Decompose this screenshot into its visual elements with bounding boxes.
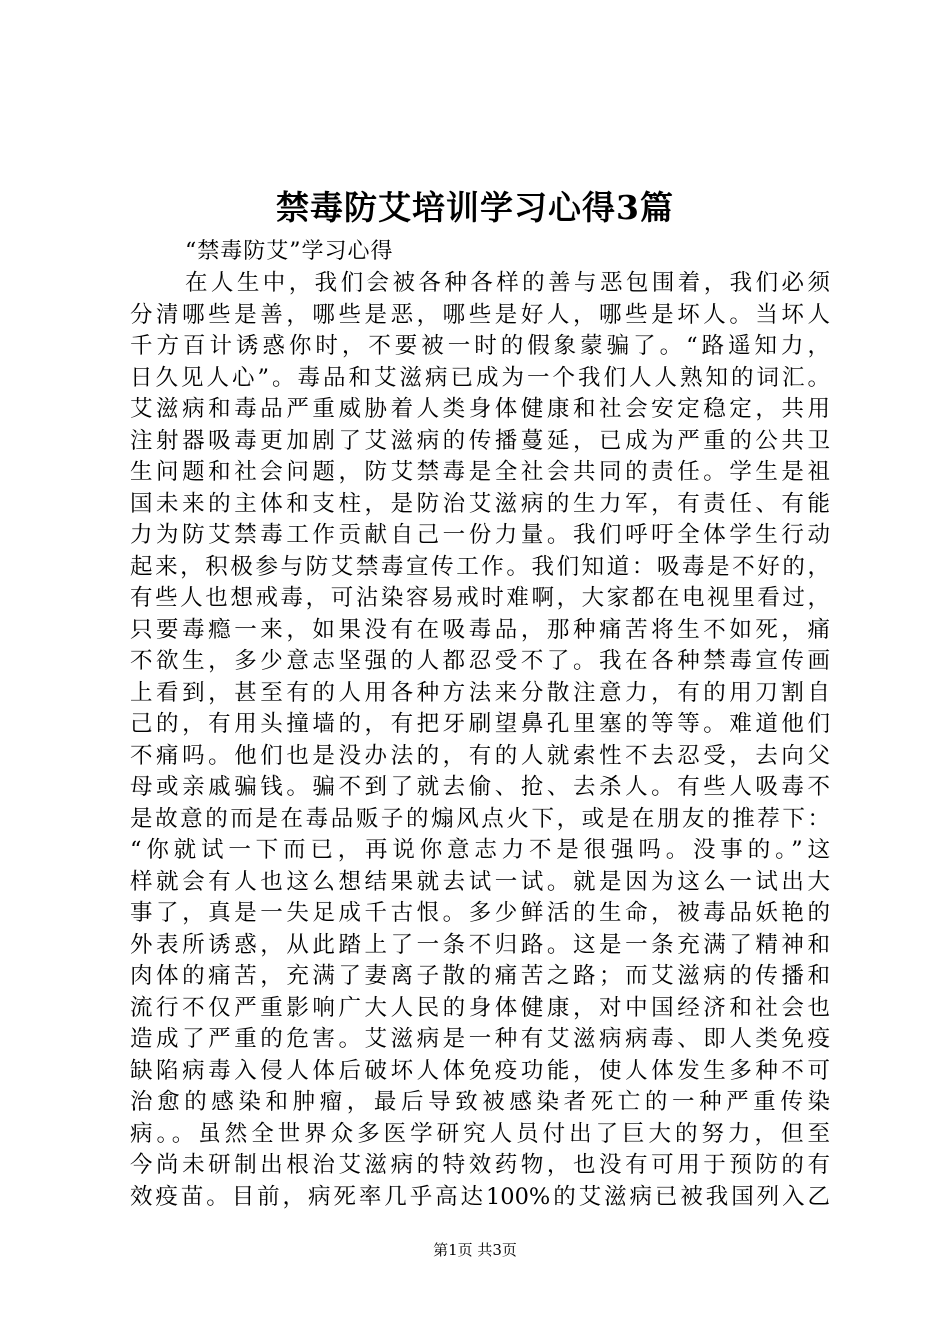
page-footer: 第1页 共3页 <box>433 1241 517 1259</box>
text-line: 外表所诱惑，从此踏上了一条不归路。这是一条充满了精神和 <box>130 931 830 958</box>
text-line: “你就试一下而已，再说你意志力不是很强吗。没事的。”这 <box>130 837 830 863</box>
text-line: 日久见人心”。毒品和艾滋病已成为一个我们人人熟知的词汇。 <box>130 364 830 391</box>
text-line: 今尚未研制出根治艾滋病的特效药物，也没有可用于预防的有 <box>130 1152 830 1178</box>
text-line: 治愈的感染和肿瘤，最后导致被感染者死亡的一种严重传染 <box>130 1089 830 1115</box>
text-line: 上看到，甚至有的人用各种方法来分散注意力，有的用刀割自 <box>130 679 830 706</box>
body-text <box>130 268 830 1213</box>
text-line: 缺陷病毒入侵人体后破坏人体免疫功能，使人体发生多种不可 <box>130 1057 830 1084</box>
text-line: 力为防艾禁毒工作贡献自己一份力量。我们呼吁全体学生行动 <box>130 522 830 548</box>
text-line: 艾滋病和毒品严重威胁着人类身体健康和社会安定稳定，共用 <box>130 396 830 422</box>
text-line: 效疫苗。目前，病死率几乎高达100%的艾滋病已被我国列入乙 <box>130 1183 830 1210</box>
text-line: 有些人也想戒毒，可沾染容易戒时难啊，大家都在电视里看过， <box>130 585 830 611</box>
text-line: 流行不仅严重影响广大人民的身体健康，对中国经济和社会也 <box>130 994 830 1021</box>
text-line: 病。。虽然全世界众多医学研究人员付出了巨大的努力，但至 <box>130 1120 830 1147</box>
text-line: 母或亲戚骗钱。骗不到了就去偷、抢、去杀人。有些人吸毒不 <box>130 774 830 800</box>
text-line: 起来，积极参与防艾禁毒宣传工作。我们知道：吸毒是不好的， <box>130 553 830 580</box>
text-line: 造成了严重的危害。艾滋病是一种有艾滋病病毒、即人类免疫 <box>130 1026 830 1052</box>
text-line: 千方百计诱惑你时，不要被一时的假象蒙骗了。“路遥知力， <box>130 333 830 359</box>
text-line: 只要毒瘾一来，如果没有在吸毒品，那种痛苦将生不如死，痛 <box>130 616 830 643</box>
text-line: 在人生中，我们会被各种各样的善与恶包围着，我们必须 <box>185 270 830 296</box>
text-line: 国未来的主体和支柱，是防治艾滋病的生力军，有责任、有能 <box>130 490 830 517</box>
text-line: 样就会有人也这么想结果就去试一试。就是因为这么一试出大 <box>130 868 830 895</box>
text-line: 事了，真是一失足成千古恨。多少鲜活的生命，被毒品妖艳的 <box>130 900 830 926</box>
text-line: 不欲生，多少意志坚强的人都忍受不了。我在各种禁毒宣传画 <box>130 648 830 674</box>
text-line: 分清哪些是善，哪些是恶，哪些是好人，哪些是坏人。当坏人 <box>130 301 830 328</box>
text-line: 是故意的而是在毒品贩子的煽风点火下，或是在朋友的推荐下： <box>130 805 830 832</box>
document-subtitle: “禁毒防艾”学习心得 <box>185 239 394 264</box>
document-title: 禁毒防艾培训学习心得3篇 <box>276 188 674 227</box>
text-line: 肉体的痛苦，充满了妻离子散的痛苦之路；而艾滋病的传播和 <box>130 963 830 989</box>
text-line: 生问题和社会问题，防艾禁毒是全社会共同的责任。学生是祖 <box>130 459 830 485</box>
text-line: 己的，有用头撞墙的，有把牙刷望鼻孔里塞的等等。难道他们 <box>130 711 830 737</box>
text-line: 不痛吗。他们也是没办法的，有的人就索性不去忍受，去向父 <box>130 742 830 769</box>
text-line: 注射器吸毒更加剧了艾滋病的传播蔓延，已成为严重的公共卫 <box>130 427 830 454</box>
